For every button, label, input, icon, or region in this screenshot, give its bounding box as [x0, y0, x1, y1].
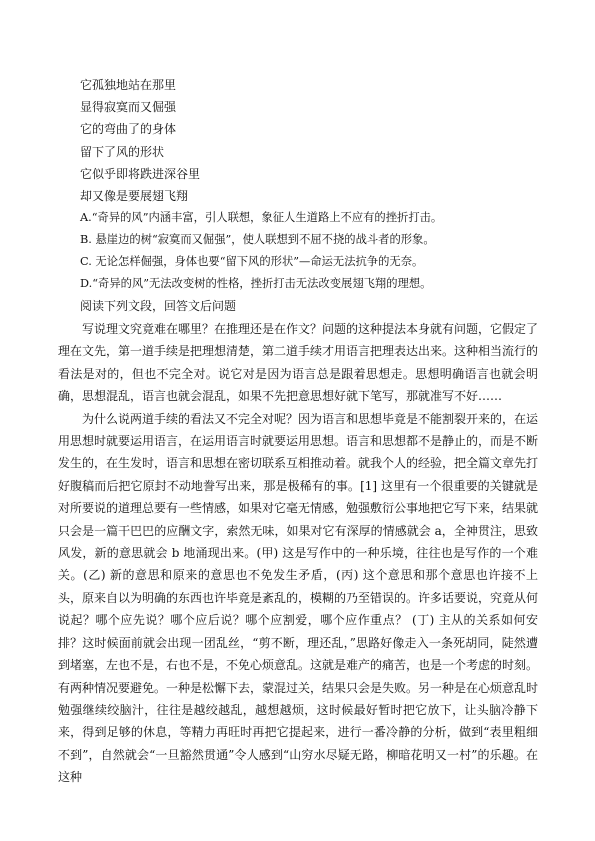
poem-line: 它孤独地站在那里	[80, 78, 177, 92]
question-instruction: 阅读下列文段，回答文后问题	[80, 299, 237, 313]
poem-line: 留下了风的形状	[80, 144, 165, 159]
option-a: A.“奇异的风”内涵丰富，引人联想，象征人生道路上不应有的挫折打击。	[80, 211, 443, 224]
option-c: C. 无论怎样倔强，身体也要“留下风的形状”—命运无法抗争的无奈。	[80, 255, 424, 268]
poem-line: 它似乎即将跌进深谷里	[80, 166, 201, 181]
poem-line: 却又像是要展翅飞翔	[80, 189, 189, 204]
passage-paragraph-1: 写说理文究竟难在哪里？在推理还是在作文？问题的这种提法本身就有问题，它假定了理在文先，第一道手续是把理想清楚，第二道手续才用语言把理表达出来。这种相当流行的看法是对的，但也不完全对。说它对是因为语言总是跟着思想走。思想明确语言也就会明确，思想混乱，语言也就会混乱，如果不先把意思想好就下笔写，那就准写不好……	[58, 322, 539, 404]
poem-line: 显得寂寞而又倔强	[80, 100, 177, 115]
passage-paragraph-2: 为什么说两道手续的看法又不完全对呢？因为语言和思想毕竟是不能割裂开来的，在运用思想时就要运用语言，在运用语言时就要运用思想。语言和思想都不是静止的，而是不断发生的，在生发时，语言和思想在密切联系互相推动着。就我个人的经验，把全篇文章先打好腹稿而后把它原封不动地誊写出来，那是极稀有的事。[1] 这里有一个很重要的关键就是对所要说的道理总要有一些情感，如果对它毫无情感，勉强敷衍公事地把它写下来，结果就只会是一篇干巴巴的应酬文字，索然无味，如果对它有深厚的情感就会 a，全神贯注，思致风发，新的意思就会 b 地涌现出来。(甲) 这是写作中的一种乐境，往往也是写作的一个难关。(乙) 新的意思和原来的意思也不免发生矛盾，(丙) 这个意思和那个意思也许接不上头，原来自以为明确的东西也许毕竟是紊乱的，模糊的乃至错误的。许多话要说，究竟从何说起？哪个应先说？哪个应后说？哪个应割爱，哪个应作重点？ (丁) 主从的关系如何安排？这时候面前就会出现一团乱丝，“剪不断，理还乱，”思路好像走入一条死胡同，陡然遭到堵塞，左也不是，右也不是，不免心烦意乱。这就是难产的痛苦，也是一个考虑的时刻。有两种情况要避免。一种是松懈下去，蒙混过关，结果只会是失败。另一种是在心烦意乱时勉强继续绞脑汁，往往是越绞越乱，越想越烦，这时候最好暂时把它放下，让头脑冷静下来，得到足够的休息，等精力再旺时再把它提起来，进行一番冷静的分析，做到“表里粗细不到”，自然就会“一旦豁然贯通”令人感到“山穷水尽疑无路，柳暗花明又一村”的乐趣。在这种	[58, 411, 539, 785]
reading-passage	[58, 318, 538, 789]
option-b: B. 悬崖边的树“寂寞而又倔强”，使人联想到不屈不挠的战斗者的形象。	[80, 233, 435, 246]
answer-options	[80, 207, 550, 295]
poem-line: 它的弯曲了的身体	[80, 122, 177, 137]
poem-block	[80, 74, 200, 207]
option-d: D.“奇异的风”无法改变树的性格，挫折打击无法改变展翅飞翔的理想。	[80, 277, 432, 290]
